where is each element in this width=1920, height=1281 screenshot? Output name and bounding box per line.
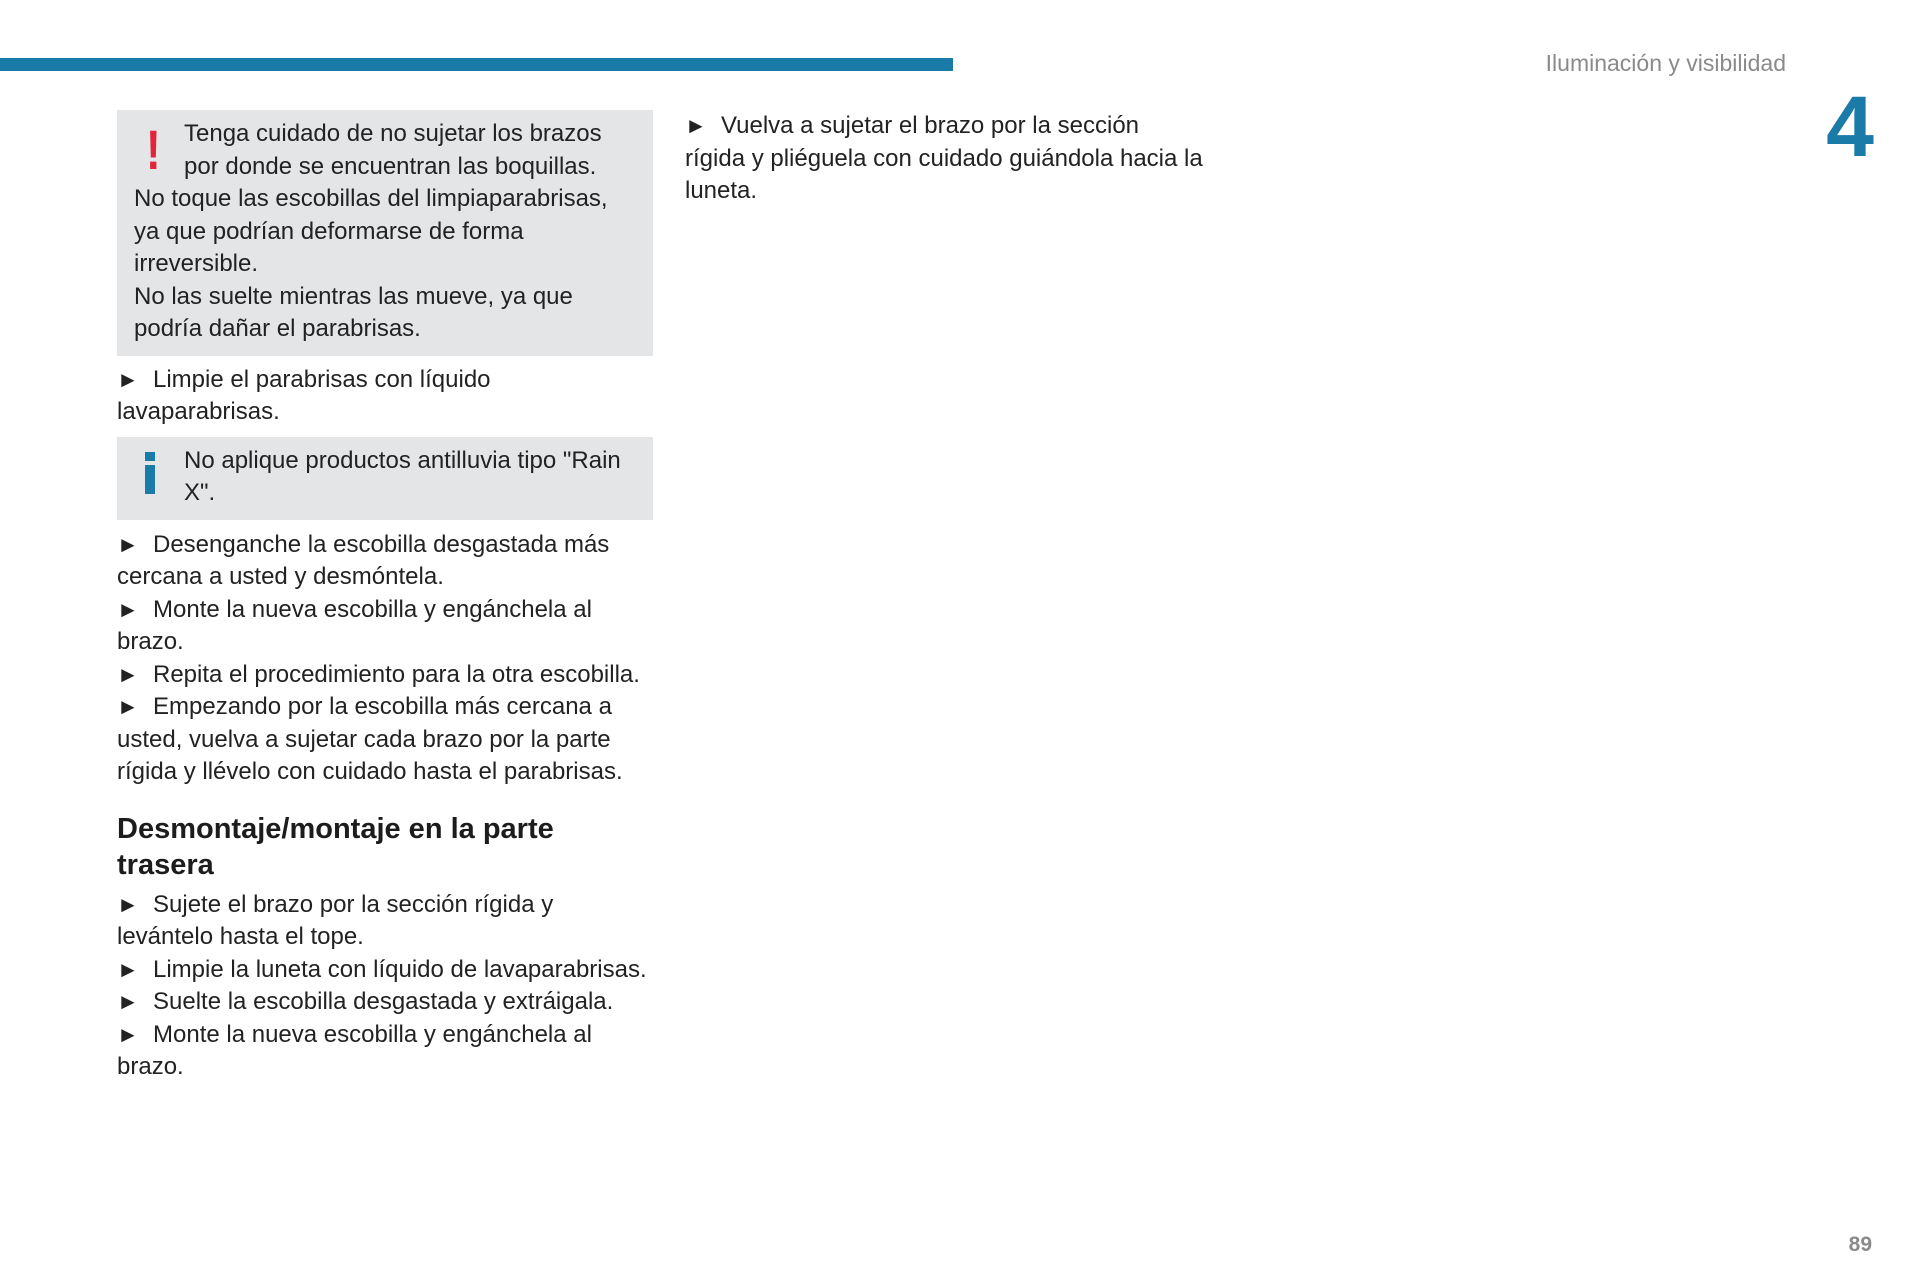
step-text: Limpie la luneta con líquido de lavaparabrisas. (153, 955, 647, 983)
step-text: Sujete el brazo por la sección rígida y levántelo hasta el tope. (117, 890, 554, 950)
rear-section-heading: Desmontaje/montaje en la parte trasera (117, 812, 554, 881)
right-column (685, 110, 1205, 208)
info-icon (145, 452, 155, 494)
warning-note (117, 110, 653, 356)
bullet-arrow-icon: ► (117, 1021, 139, 1047)
section-title: Iluminación y visibilidad (1545, 50, 1786, 76)
warning-note-lead: Tenga cuidado de no sujetar los brazos por donde se encuentran las boquillas. (184, 120, 602, 180)
bullet-arrow-icon: ► (117, 891, 139, 917)
instruction-step (117, 594, 653, 659)
instruction-step (117, 889, 653, 954)
instruction-step (117, 659, 653, 692)
bullet-arrow-icon: ► (117, 661, 139, 687)
bullet-arrow-icon: ► (117, 956, 139, 982)
instruction-step (117, 529, 653, 594)
instruction-step (117, 986, 653, 1019)
instruction-step (685, 110, 1205, 208)
info-note (117, 437, 653, 520)
step-text: Desenganche la escobilla desgastada más cercana a usted y desmóntela. (117, 530, 610, 590)
info-note-text: No aplique productos antilluvia tipo "Rain X". (184, 446, 621, 506)
page-number: 89 (1848, 1233, 1872, 1256)
instruction-step (117, 954, 653, 987)
warning-note-text: No toque las escobillas del limpiaparabrisas, ya que podrían deformarse de forma irreversible. (134, 185, 608, 277)
exclamation-icon: ! (145, 118, 161, 181)
bullet-arrow-icon: ► (117, 989, 139, 1014)
left-column (117, 110, 653, 1084)
step-text: Monte la nueva escobilla y engánchela al brazo. (117, 1020, 592, 1080)
instruction-step (117, 364, 653, 429)
step-text: Monte la nueva escobilla y engánchela al brazo. (117, 595, 592, 655)
chapter-color-bar (0, 58, 953, 71)
bullet-arrow-icon: ► (117, 596, 139, 622)
instruction-step (117, 1019, 653, 1084)
instruction-step (117, 691, 653, 789)
bullet-arrow-icon: ► (117, 531, 139, 557)
bullet-arrow-icon: ► (685, 113, 707, 138)
warning-note-text: No las suelte mientras las mueve, ya que podría dañar el parabrisas. (134, 282, 573, 342)
bullet-arrow-icon: ► (117, 694, 139, 719)
step-text: Repita el procedimiento para la otra escobilla. (153, 660, 640, 688)
step-text: Suelte la escobilla desgastada y extráigala. (153, 988, 614, 1015)
step-text: Limpie el parabrisas con líquido lavaparabrisas. (117, 365, 491, 425)
step-text: Vuelva a sujetar el brazo por la sección rígida y pliéguela con cuidado guiándola hacia la luneta. (685, 112, 1203, 204)
step-text: Empezando por la escobilla más cercana a usted, vuelva a sujetar cada brazo por la parte rígida y llévelo con cuidado hasta el parabrisas. (117, 693, 623, 785)
bullet-arrow-icon: ► (117, 366, 139, 392)
chapter-number: 4 (1826, 79, 1874, 175)
